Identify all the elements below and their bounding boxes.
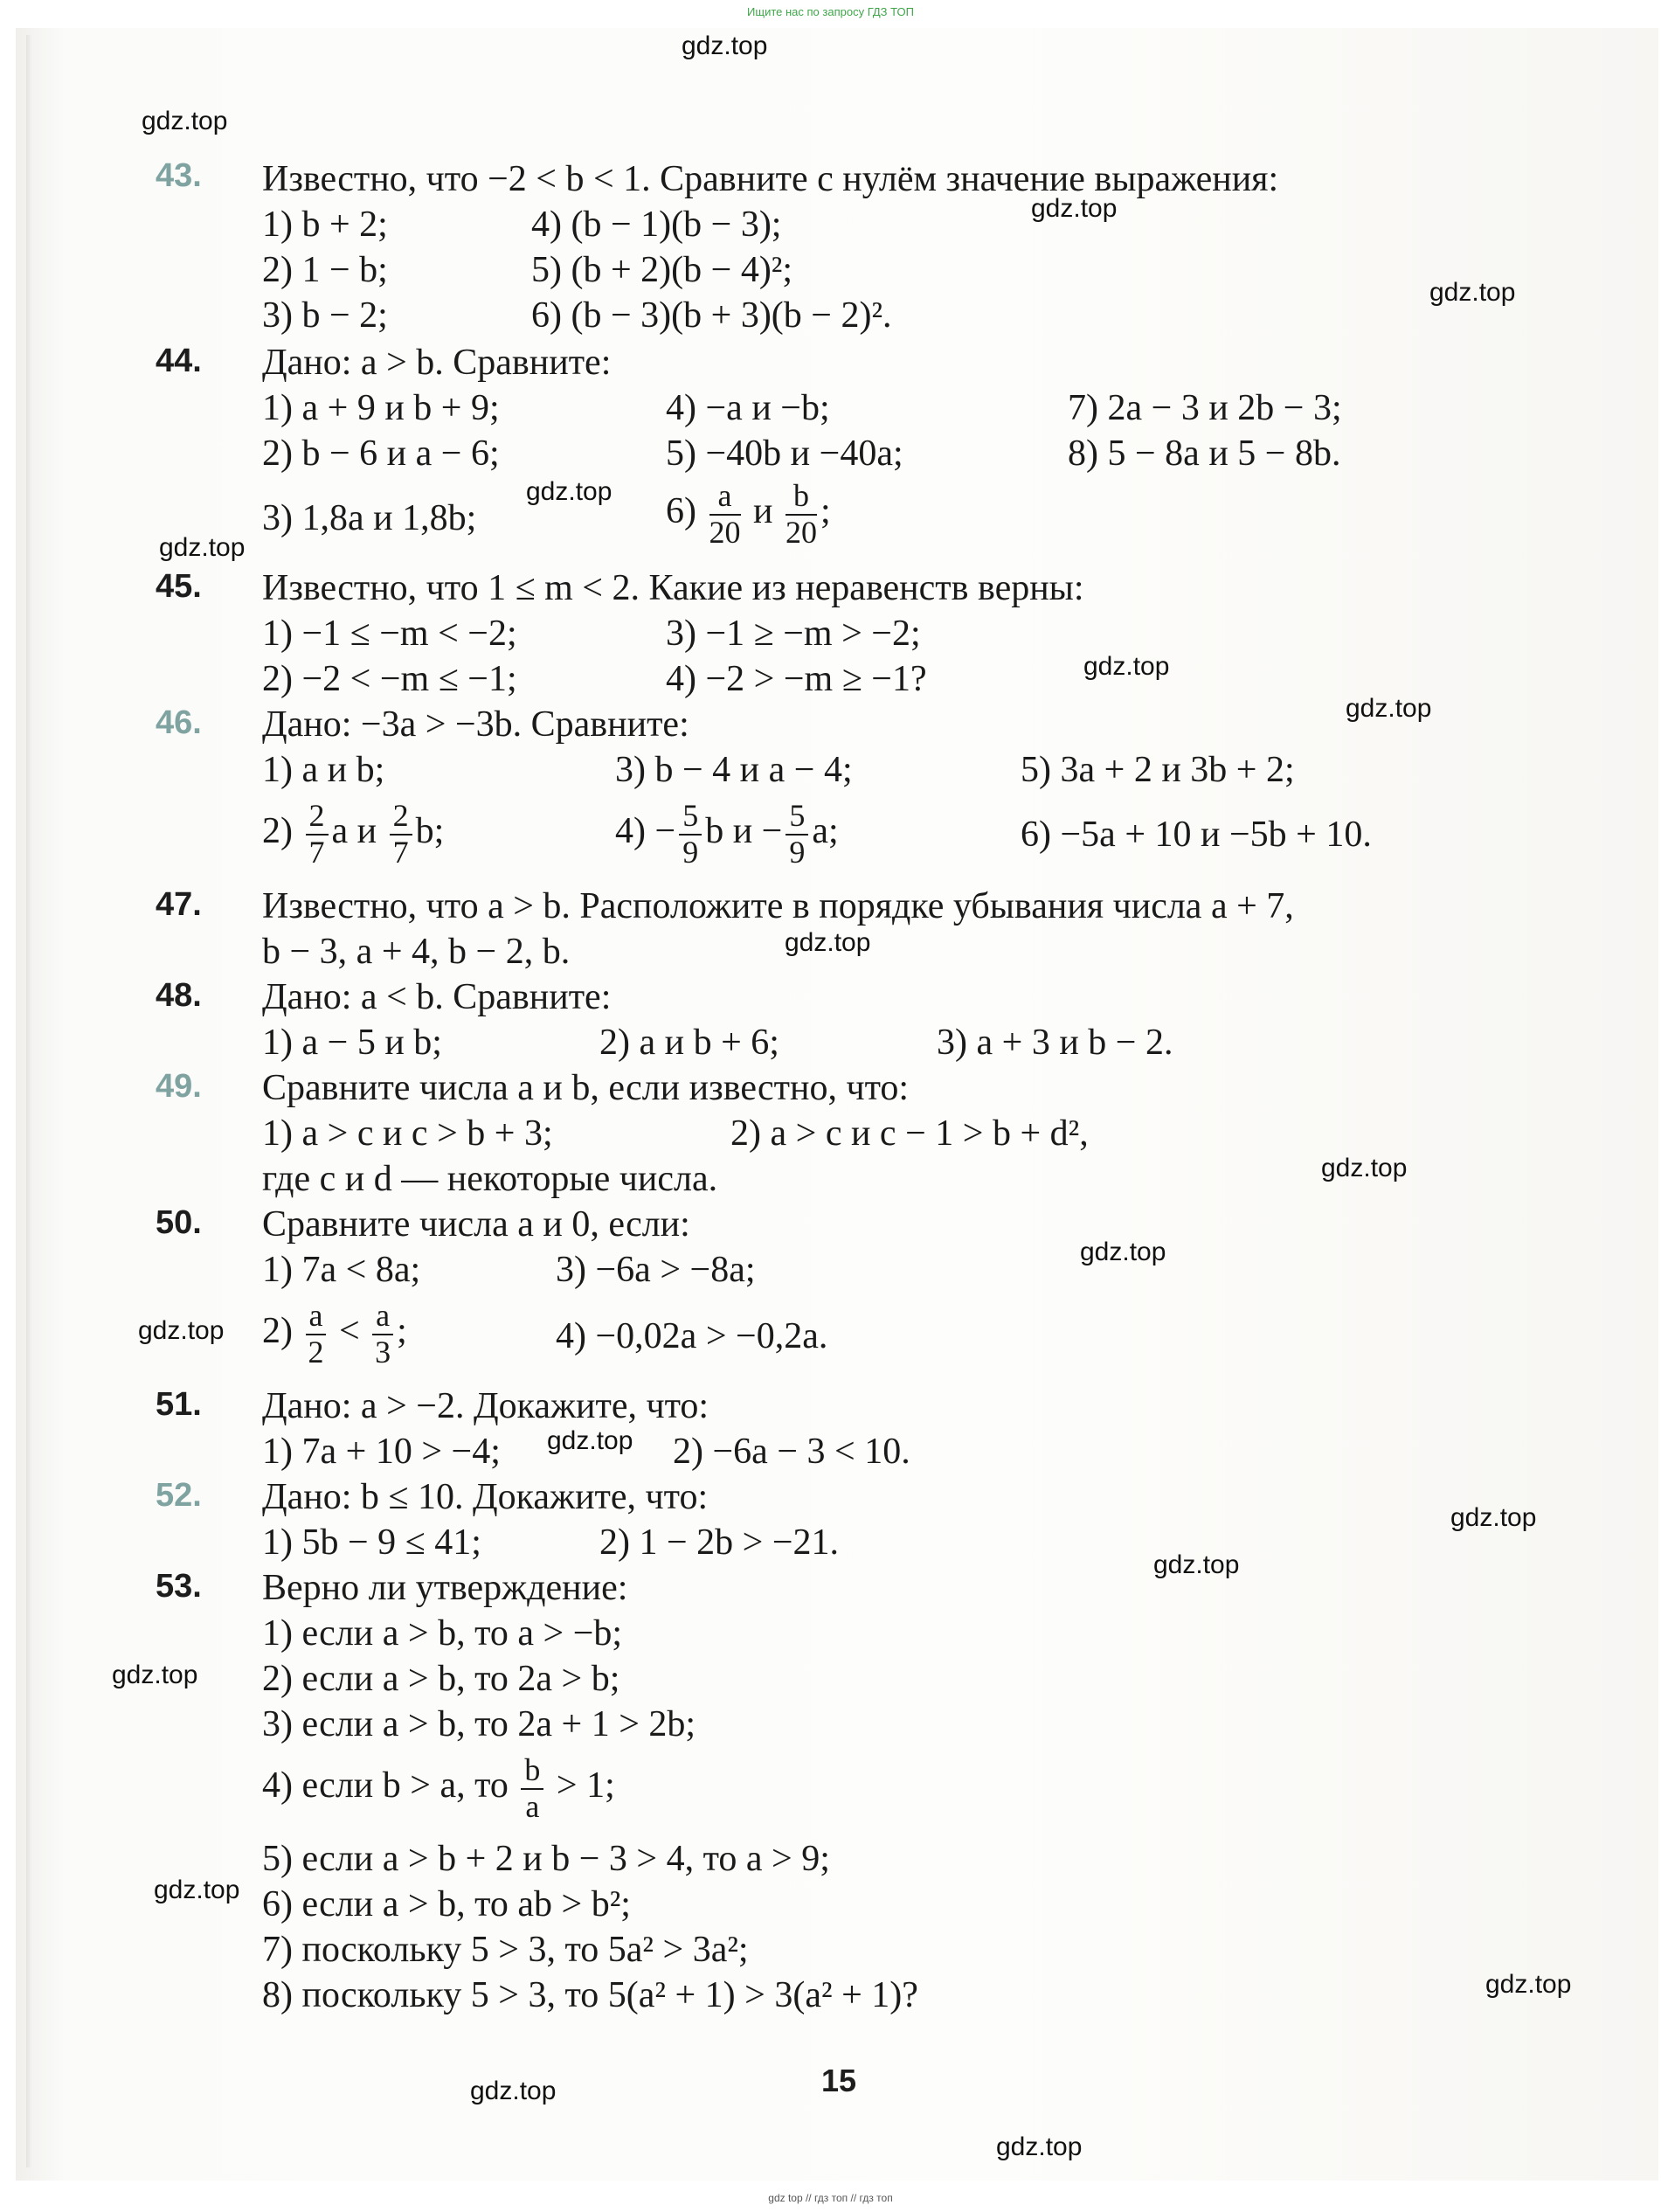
problem-text: Известно, что 1 ≤ m < 2. Какие из неравенств верны: bbox=[262, 568, 1084, 608]
problem-item: 1) 7a < 8a; bbox=[262, 1250, 421, 1290]
problem-text: где c и d — некоторые числа. bbox=[262, 1159, 718, 1199]
problem-item: 1) −1 ≤ −m < −2; bbox=[262, 614, 517, 654]
problem-item: 3) b − 4 и a − 4; bbox=[615, 750, 853, 790]
footer-note: gdz top // гдз топ // гдз топ bbox=[768, 2192, 893, 2204]
problem-text: Сравните числа a и 0, если: bbox=[262, 1204, 690, 1245]
problem-number: 48. bbox=[156, 977, 202, 1014]
problem-text: b − 3, a + 4, b − 2, b. bbox=[262, 932, 571, 972]
fraction: $\frac{5}{9}$ bbox=[679, 799, 702, 870]
problem-item: 2) b − 6 и a − 6; bbox=[262, 433, 500, 474]
problem-item: 2) −6a − 3 < 10. bbox=[673, 1432, 910, 1472]
problem-item: 5) 3a + 2 и 3b + 2; bbox=[1021, 750, 1295, 790]
watermark: gdz.top bbox=[547, 1426, 633, 1455]
problem-number: 53. bbox=[156, 1568, 202, 1605]
problem-number: 52. bbox=[156, 1477, 202, 1514]
problem-item: 1) a > c и c > b + 3; bbox=[262, 1113, 553, 1154]
fraction: $\frac{a}{20}$ bbox=[709, 478, 741, 550]
problem-item: 4) −a и −b; bbox=[666, 388, 830, 428]
problem-item: 1) 7a + 10 > −4; bbox=[262, 1432, 501, 1472]
problem-item-fraction: 2) $\frac{a}{2}$ < $\frac{a}{3}$ ; bbox=[262, 1298, 407, 1369]
problem-item: 6) −5a + 10 и −5b + 10. bbox=[1021, 815, 1372, 855]
problem-item: 2) 1 − 2b > −21. bbox=[599, 1522, 840, 1563]
problem-item: 5) если a > b + 2 и b − 3 > 4, то a > 9; bbox=[262, 1839, 830, 1879]
problem-item-fraction: 2) $\frac{2}{7}$ a и $\frac{2}{7}$ b; bbox=[262, 798, 445, 870]
problem-item: 1) если a > b, то a > −b; bbox=[262, 1613, 623, 1654]
fraction: $\frac{2}{7}$ bbox=[390, 799, 412, 870]
problem-item: 3) b − 2; bbox=[262, 295, 388, 336]
problem-number: 47. bbox=[156, 886, 202, 923]
watermark: gdz.top bbox=[159, 533, 246, 562]
problem-text: Сравните числа a и b, если известно, что: bbox=[262, 1068, 910, 1108]
fraction: $\frac{b}{a}$ bbox=[521, 1753, 543, 1824]
problem-item: 1) a − 5 и b; bbox=[262, 1023, 442, 1063]
problem-item: 4) −2 > −m ≥ −1? bbox=[666, 659, 927, 699]
problem-item-fraction: 6) $\frac{a}{20}$ и $\frac{b}{20}$ ; bbox=[666, 478, 831, 550]
watermark: gdz.top bbox=[1485, 1970, 1572, 1999]
problem-text: Известно, что −2 < b < 1. Сравните с нулём значение выражения: bbox=[262, 159, 1279, 199]
problem-item-fraction: 4) если b > a, то $\frac{b}{a}$ > 1; bbox=[262, 1752, 615, 1824]
problem-item: 3) 1,8a и 1,8b; bbox=[262, 498, 477, 538]
watermark: gdz.top bbox=[526, 477, 612, 506]
watermark: gdz.top bbox=[1346, 694, 1432, 723]
watermark: gdz.top bbox=[138, 1316, 225, 1345]
problem-number: 50. bbox=[156, 1204, 202, 1241]
fraction: $\frac{a}{3}$ bbox=[372, 1299, 393, 1369]
watermark: gdz.top bbox=[1083, 652, 1170, 681]
problem-text: Дано: −3a > −3b. Сравните: bbox=[262, 704, 689, 745]
problem-text: Дано: a > −2. Докажите, что: bbox=[262, 1386, 709, 1426]
problem-number: 43. bbox=[156, 157, 202, 194]
problem-number: 44. bbox=[156, 343, 202, 379]
watermark: gdz.top bbox=[1153, 1550, 1240, 1579]
problem-item: 5) −40b и −40a; bbox=[666, 433, 903, 474]
watermark: gdz.top bbox=[1450, 1503, 1537, 1532]
problem-item: 3) если a > b, то 2a + 1 > 2b; bbox=[262, 1704, 696, 1744]
problem-item: 2) если a > b, то 2a > b; bbox=[262, 1659, 620, 1699]
problem-item: 7) 2a − 3 и 2b − 3; bbox=[1068, 388, 1342, 428]
page-binding-shadow bbox=[26, 35, 33, 2167]
problem-item: 1) 5b − 9 ≤ 41; bbox=[262, 1522, 481, 1563]
problem-number: 51. bbox=[156, 1386, 202, 1423]
problem-item: 4) −0,02a > −0,2a. bbox=[556, 1316, 828, 1356]
problem-item-fraction: 4) − $\frac{5}{9}$ b и − $\frac{5}{9}$ a; bbox=[615, 798, 839, 870]
problem-item: 5) (b + 2)(b − 4)²; bbox=[531, 250, 793, 290]
problem-item: 3) −6a > −8a; bbox=[556, 1250, 756, 1290]
header-note: Ищите нас по запросу ГДЗ ТОП bbox=[747, 5, 914, 18]
problem-item: 2) a и b + 6; bbox=[599, 1023, 779, 1063]
problem-text: Дано: b ≤ 10. Докажите, что: bbox=[262, 1477, 709, 1517]
watermark: gdz.top bbox=[470, 2077, 557, 2105]
fraction: $\frac{2}{7}$ bbox=[306, 799, 329, 870]
problem-item: 6) если a > b, то ab > b²; bbox=[262, 1884, 631, 1924]
problem-item: 3) a + 3 и b − 2. bbox=[937, 1023, 1173, 1063]
watermark: gdz.top bbox=[1031, 194, 1118, 223]
watermark: gdz.top bbox=[996, 2132, 1083, 2161]
problem-item: 2) −2 < −m ≤ −1; bbox=[262, 659, 517, 699]
watermark: gdz.top bbox=[785, 928, 871, 957]
watermark: gdz.top bbox=[682, 31, 768, 60]
problem-text: Дано: a > b. Сравните: bbox=[262, 343, 612, 383]
problem-item: 8) 5 − 8a и 5 − 8b. bbox=[1068, 433, 1341, 474]
fraction: $\frac{a}{2}$ bbox=[306, 1299, 327, 1369]
problem-number: 49. bbox=[156, 1068, 202, 1105]
problem-number: 45. bbox=[156, 568, 202, 605]
problem-item: 2) a > c и c − 1 > b + d², bbox=[730, 1113, 1089, 1154]
watermark: gdz.top bbox=[154, 1876, 240, 1904]
watermark: gdz.top bbox=[1080, 1238, 1166, 1266]
problem-text: Дано: a < b. Сравните: bbox=[262, 977, 612, 1017]
problem-text: Известно, что a > b. Расположите в порядке убывания числа a + 7, bbox=[262, 886, 1294, 926]
watermark: gdz.top bbox=[142, 107, 228, 135]
problem-item: 3) −1 ≥ −m > −2; bbox=[666, 614, 921, 654]
problem-item: 2) 1 − b; bbox=[262, 250, 388, 290]
problem-text: Верно ли утверждение: bbox=[262, 1568, 628, 1608]
problem-item: 6) (b − 3)(b + 3)(b − 2)². bbox=[531, 295, 892, 336]
problem-item: 1) a и b; bbox=[262, 750, 385, 790]
page-number: 15 bbox=[821, 2063, 857, 2098]
problem-item: 8) поскольку 5 > 3, то 5(a² + 1) > 3(a² + 1)? bbox=[262, 1975, 918, 2015]
problem-item: 7) поскольку 5 > 3, то 5a² > 3a²; bbox=[262, 1930, 749, 1970]
problem-item: 1) a + 9 и b + 9; bbox=[262, 388, 500, 428]
fraction: $\frac{5}{9}$ bbox=[786, 799, 808, 870]
watermark: gdz.top bbox=[1321, 1154, 1408, 1182]
problem-item: 4) (b − 1)(b − 3); bbox=[531, 205, 782, 245]
problem-item: 1) b + 2; bbox=[262, 205, 388, 245]
problem-number: 46. bbox=[156, 704, 202, 741]
watermark: gdz.top bbox=[1429, 278, 1516, 307]
watermark: gdz.top bbox=[112, 1661, 198, 1689]
fraction: $\frac{b}{20}$ bbox=[785, 478, 817, 550]
